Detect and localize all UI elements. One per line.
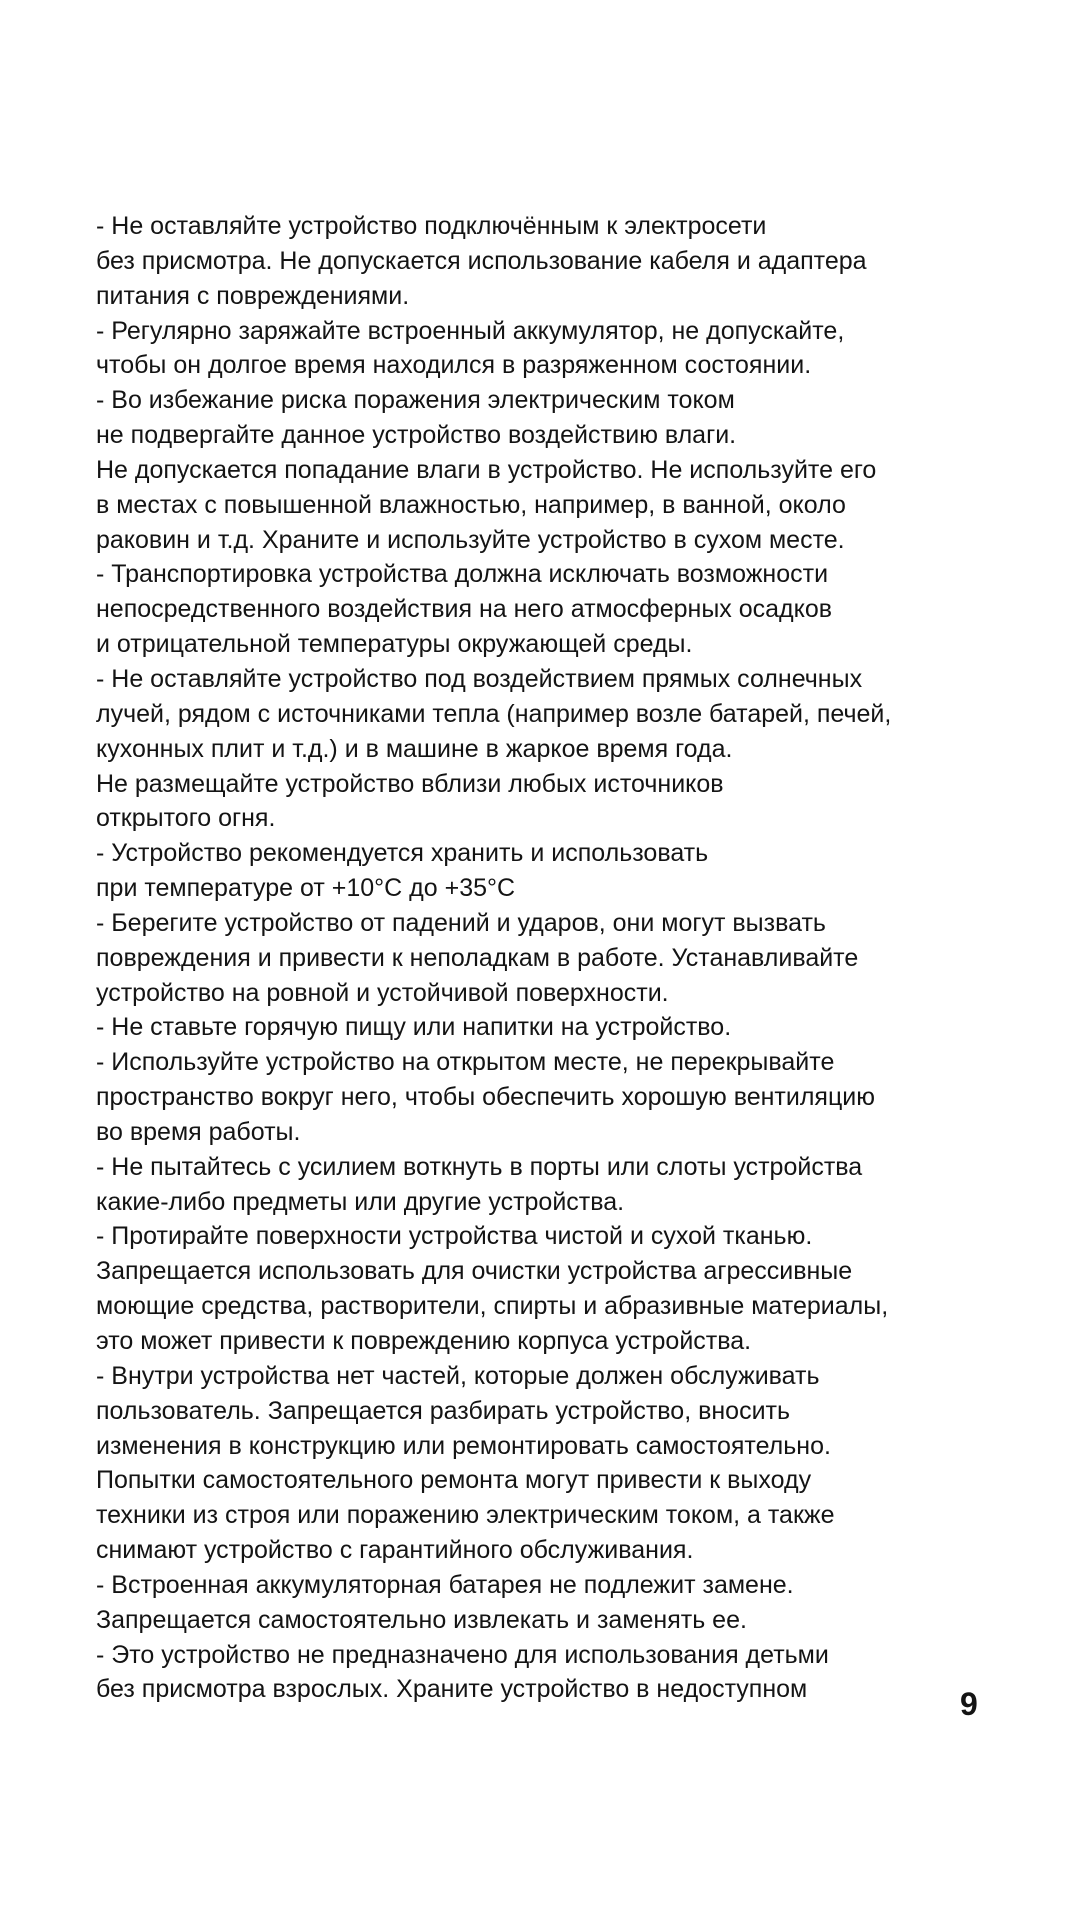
page-number: 9: [960, 1686, 978, 1722]
text-line: открытого огня.: [96, 804, 276, 833]
text-line: - Не оставляйте устройство подключённым к электросети: [96, 212, 767, 240]
safety-instructions-text: [96, 209, 1016, 1707]
text-line: снимают устройство с гарантийного обслуживания.: [96, 1536, 694, 1565]
text-line: пространство вокруг него, чтобы обеспечить хорошую вентиляцию: [96, 1083, 875, 1112]
text-line: непосредственного воздействия на него атмосферных осадков: [96, 595, 833, 624]
text-line: техники из строя или поражению электрическим током, а также: [96, 1501, 835, 1530]
text-line: во время работы.: [96, 1117, 301, 1146]
text-line: - Протирайте поверхности устройства чистой и сухой тканью.: [96, 1222, 813, 1251]
text-line: - Не пытайтесь с усилием воткнуть в порты или слоты устройства: [96, 1152, 863, 1181]
text-line: без присмотра. Не допускается использование кабеля и адаптера: [96, 246, 867, 275]
text-line: устройство на ровной и устойчивой поверхности.: [96, 978, 669, 1007]
text-line: Не размещайте устройство вблизи любых источников: [96, 769, 724, 798]
text-line: - Используйте устройство на открытом месте, не перекрывайте: [96, 1048, 835, 1077]
text-line: - Это устройство не предназначено для использования детьми: [96, 1640, 829, 1669]
text-line: при температуре от +10°С до +35°С: [96, 874, 516, 903]
text-line: пользователь. Запрещается разбирать устройство, вносить: [96, 1396, 791, 1425]
text-line: - Во избежание риска поражения электрическим током: [96, 386, 735, 415]
text-line: повреждения и привести к неполадкам в работе. Устанавливайте: [96, 943, 859, 972]
text-line: в местах с повышенной влажностью, например, в ванной, около: [96, 490, 846, 519]
text-line: раковин и т.д. Храните и используйте устройство в сухом месте.: [96, 525, 845, 554]
text-line: - Транспортировка устройства должна исключать возможности: [96, 560, 829, 589]
text-line: чтобы он долгое время находился в разряженном состоянии.: [96, 351, 812, 380]
text-line: питания с повреждениями.: [96, 281, 410, 310]
text-line: - Не оставляйте устройство под воздействием прямых солнечных: [96, 664, 863, 693]
text-line: лучей, рядом с источниками тепла (например возле батарей, печей,: [96, 699, 892, 728]
text-line: - Берегите устройство от падений и ударов, они могут вызвать: [96, 908, 826, 937]
text-line: Не допускается попадание влаги в устройство. Не используйте его: [96, 455, 877, 484]
text-line: - Не ставьте горячую пищу или напитки на устройство.: [96, 1013, 732, 1042]
text-line: - Внутри устройства нет частей, которые должен обслуживать: [96, 1361, 820, 1390]
text-line: - Регулярно заряжайте встроенный аккумулятор, не допускайте,: [96, 316, 845, 345]
text-line: моющие средства, растворители, спирты и абразивные материалы,: [96, 1292, 889, 1321]
text-line: - Встроенная аккумуляторная батарея не подлежит замене.: [96, 1570, 794, 1599]
text-line: кухонных плит и т.д.) и в машине в жаркое время года.: [96, 734, 733, 763]
text-line: это может привести к повреждению корпуса устройства.: [96, 1327, 752, 1355]
text-line: Попытки самостоятельного ремонта могут привести к выходу: [96, 1466, 812, 1495]
text-line: Запрещается использовать для очистки устройства агрессивные: [96, 1257, 853, 1286]
text-line: и отрицательной температуры окружающей среды.: [96, 630, 693, 659]
text-line: изменения в конструкцию или ремонтировать самостоятельно.: [96, 1431, 831, 1460]
text-line: какие-либо предметы или другие устройства.: [96, 1187, 625, 1216]
text-line: - Устройство рекомендуется хранить и использовать: [96, 839, 709, 868]
text-line: Запрещается самостоятельно извлекать и заменять ее.: [96, 1605, 747, 1634]
text-line: без присмотра взрослых. Храните устройство в недоступном: [96, 1675, 808, 1704]
text-line: не подвергайте данное устройство воздействию влаги.: [96, 421, 737, 450]
